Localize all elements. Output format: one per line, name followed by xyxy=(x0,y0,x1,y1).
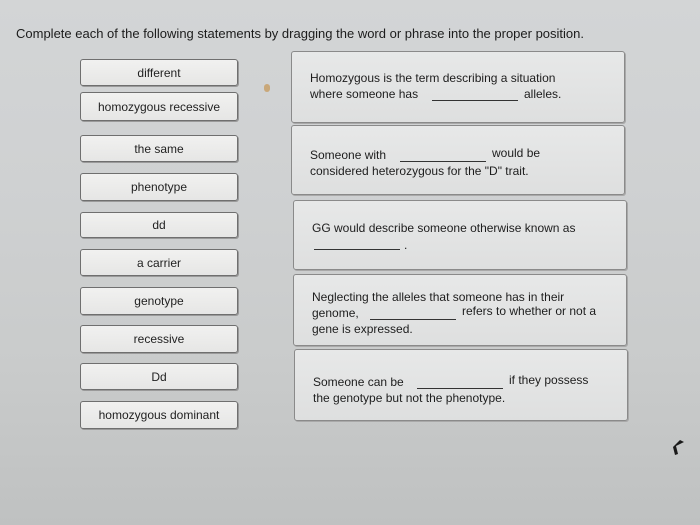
statement-4-line3: gene is expressed. xyxy=(312,322,413,336)
mouse-cursor-icon xyxy=(670,440,684,456)
word-chip-homozygous-dominant[interactable]: homozygous dominant xyxy=(80,401,238,429)
word-chip-genotype[interactable]: genotype xyxy=(80,287,238,315)
statement-box-2[interactable] xyxy=(291,125,625,195)
word-chip-phenotype[interactable]: phenotype xyxy=(80,173,238,201)
statement-box-1[interactable] xyxy=(291,51,625,123)
statement-4-blank[interactable] xyxy=(370,319,456,320)
statement-2-line2: considered heterozygous for the "D" trait. xyxy=(310,164,529,178)
statement-3-line1: GG would describe someone otherwise known as xyxy=(312,221,576,235)
word-chip-homozygous-recessive[interactable]: homozygous recessive xyxy=(80,92,238,121)
statement-box-4[interactable] xyxy=(293,274,627,346)
statement-5-line1-after: if they possess xyxy=(509,373,589,387)
statement-box-5[interactable] xyxy=(294,349,628,421)
word-chip-a-carrier[interactable]: a carrier xyxy=(80,249,238,276)
statement-2-line1-before: Someone with xyxy=(310,148,387,162)
statement-4-line1: Neglecting the alleles that someone has in their xyxy=(312,290,565,304)
statement-5-blank[interactable] xyxy=(417,388,503,389)
word-chip-the-same[interactable]: the same xyxy=(80,135,238,162)
statement-2-line1-after: would be xyxy=(492,146,541,160)
statement-1-line1: Homozygous is the term describing a situation xyxy=(310,71,556,85)
stray-mark xyxy=(264,84,270,92)
statement-1-line2-after: alleles. xyxy=(524,87,562,101)
word-chip-different[interactable]: different xyxy=(80,59,238,86)
statement-5-line2: the genotype but not the phenotype. xyxy=(313,391,506,405)
statement-1-line2-before: where someone has xyxy=(310,87,419,101)
statement-3-line2-after: . xyxy=(404,238,408,252)
statement-5-line1-before: Someone can be xyxy=(313,375,404,389)
statement-3-blank[interactable] xyxy=(314,249,400,250)
word-chip-dd[interactable]: dd xyxy=(80,212,238,238)
statement-1-blank[interactable] xyxy=(432,100,518,101)
word-chip-recessive[interactable]: recessive xyxy=(80,325,238,353)
statement-4-line2-before: genome, xyxy=(312,306,359,320)
statement-box-3[interactable] xyxy=(293,200,627,270)
instructions-text: Complete each of the following statements by dragging the word or phrase into the proper position. xyxy=(16,26,585,41)
word-chip-Dd[interactable]: Dd xyxy=(80,363,238,390)
statement-2-blank[interactable] xyxy=(400,161,486,162)
statement-4-line2-after: refers to whether or not a xyxy=(462,304,597,318)
